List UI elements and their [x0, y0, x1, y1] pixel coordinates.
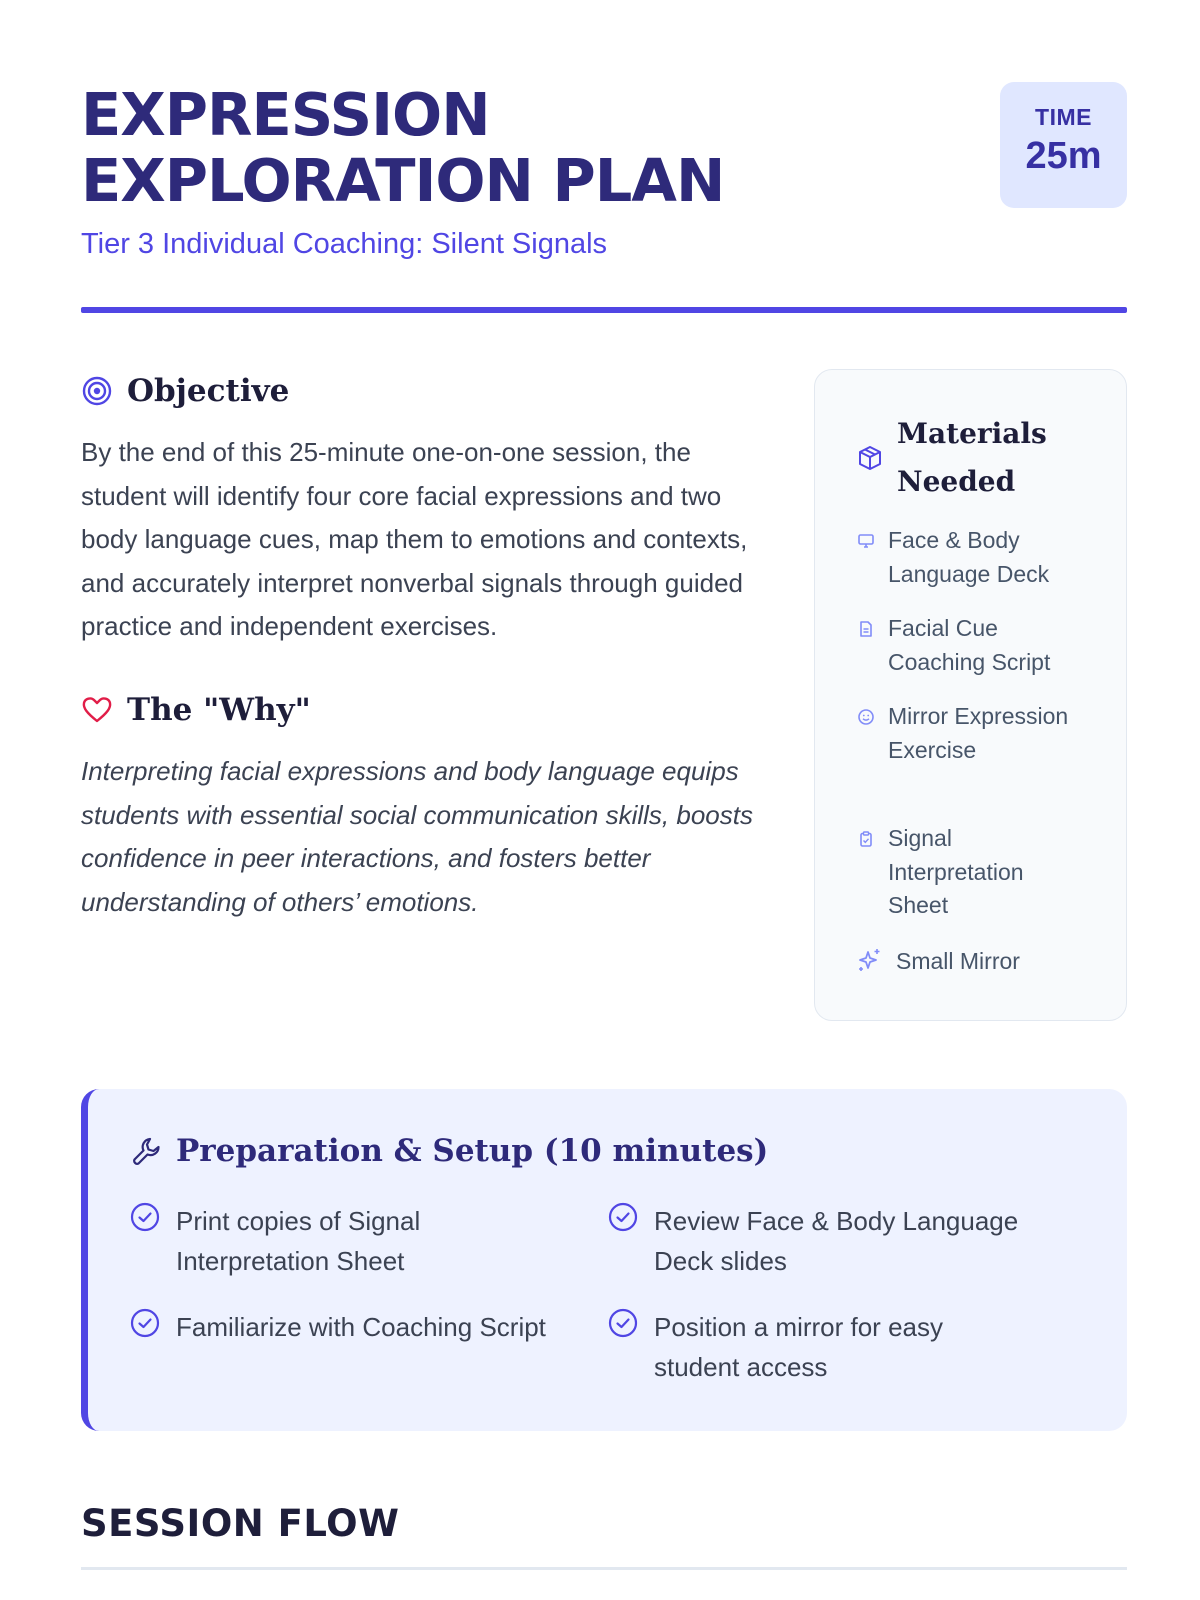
check-circle-icon	[608, 1308, 638, 1338]
material-label: Small Mirror	[896, 948, 1020, 974]
prep-item-label: Review Face & Body Language Deck slides	[654, 1206, 1019, 1276]
prep-item	[608, 1201, 1088, 1281]
check-circle-icon	[608, 1202, 638, 1232]
check-circle-icon	[130, 1308, 160, 1338]
material-item	[857, 945, 1096, 979]
why-heading	[81, 692, 311, 728]
objective-heading	[81, 373, 289, 409]
page-title: EXPRESSION EXPLORATION PLAN	[81, 80, 725, 215]
objective-text: By the end of this 25-minute one-on-one session, the student will identify four core facial expressions and two body language cues, map them to emotions and contexts, and accurately interpret nonverbal signals through guided practice and independent exercises.	[81, 437, 748, 641]
objective-title: Objective	[127, 373, 290, 409]
box-icon	[857, 445, 883, 471]
materials-title: Materials Needed	[897, 417, 1047, 498]
material-label: Face & Body Language Deck	[888, 527, 1050, 587]
material-label: Signal Interpretation Sheet	[888, 825, 1024, 918]
prep-item-label: Print copies of Signal Interpretation Sheet	[176, 1206, 421, 1276]
time-label: TIME	[1035, 104, 1092, 130]
material-item	[857, 524, 1088, 591]
document-icon	[857, 620, 875, 638]
check-circle-icon	[130, 1202, 160, 1232]
wrench-icon	[130, 1135, 162, 1167]
session-flow-title: SESSION FLOW	[81, 1502, 400, 1545]
materials-card	[814, 369, 1127, 1021]
material-label: Mirror Expression Exercise	[888, 703, 1069, 763]
clipboard-icon	[857, 830, 875, 848]
monitor-icon	[857, 532, 875, 550]
time-badge	[1000, 82, 1127, 208]
materials-heading	[857, 410, 1057, 506]
prep-item-label: Position a mirror for easy student access	[654, 1312, 943, 1382]
why-text: Interpreting facial expressions and body language equips students with essential social communication skills, boosts confidence in peer interactions, and fosters better understanding of others’ emotions.	[81, 756, 753, 917]
time-value: 25m	[1025, 135, 1102, 177]
lesson-plan-page	[81, 0, 1127, 1600]
material-item	[857, 822, 1088, 923]
material-label: Facial Cue Coaching Script	[888, 615, 1051, 675]
why-title: The "Why"	[127, 692, 311, 728]
prep-item	[130, 1307, 600, 1347]
target-icon	[81, 375, 113, 407]
preparation-heading	[130, 1133, 768, 1169]
preparation-title: Preparation & Setup (10 minutes)	[176, 1133, 769, 1169]
prep-item	[608, 1307, 1088, 1387]
smiley-icon	[857, 708, 875, 726]
material-item	[857, 700, 1088, 767]
header-divider	[81, 307, 1127, 313]
preparation-box	[81, 1089, 1127, 1431]
material-item	[857, 612, 1088, 679]
page-subtitle: Tier 3 Individual Coaching: Silent Signals	[81, 228, 608, 260]
sparkle-icon	[857, 947, 883, 973]
session-flow-divider	[81, 1567, 1127, 1570]
prep-item	[130, 1201, 580, 1281]
heart-icon	[81, 694, 113, 726]
prep-item-label: Familiarize with Coaching Script	[176, 1312, 546, 1342]
